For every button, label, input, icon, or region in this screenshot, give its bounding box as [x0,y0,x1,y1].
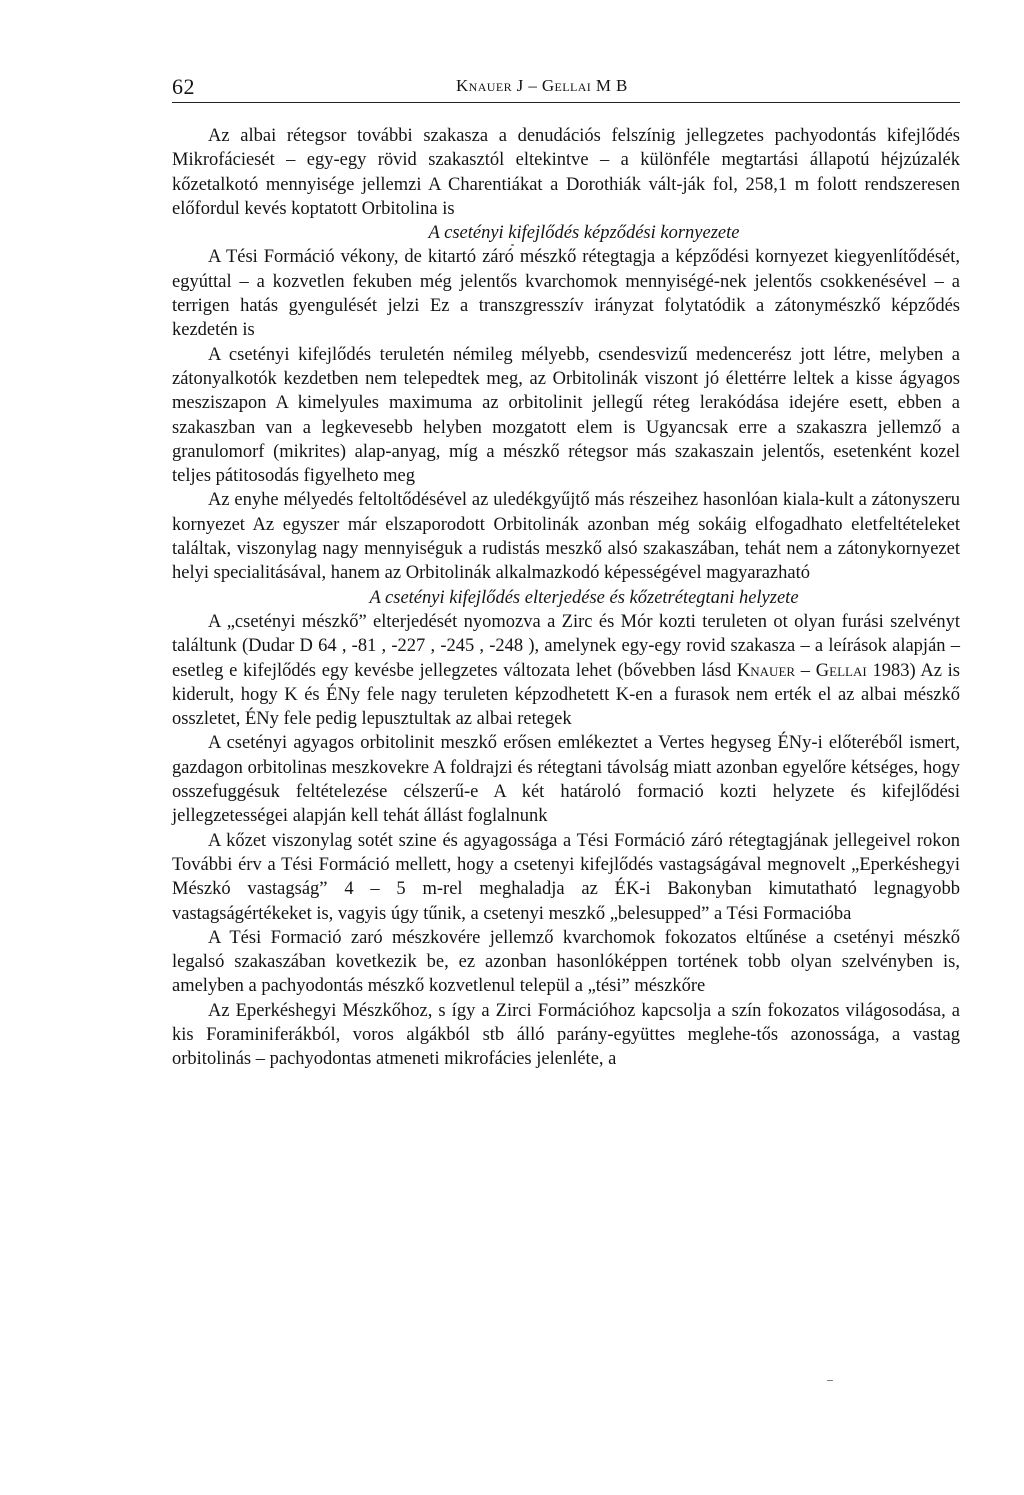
section-heading-environment: A csetényi kifejlődés képződési kornyezete [428,223,740,244]
borehole-text-end: 1983) Az is kiderult, hogy K és ÉNy fele nagy teruleten képzodhetett K-en a furasok nem erték el az albai mészkő osszletet, ÉNy fele pedig lepusztultak az albai retegek [172,660,960,730]
paragraph-quartz-sand: A Tési Formació zaró mészkovére jellemző kvarchomok fokozatos eltűnése a csetényi mészkő legalsó szakaszában kovetkezik be, ez azonban hasonlóképpen tortének tobb olyan szelvényben is, amelyben a pachyodontás mészkő kozvetlenul települ a „tési” mészkőre [172,927,960,997]
running-head-authors: Knauer J – Gellai M B [456,76,628,95]
page-header [172,68,960,103]
paragraph-reef-environment: Az enyhe mélyedés feltoltődésével az uledékgyűjtő más részeihez hasonlóan kiala-kult a zátonyszeru kornyezet Az egyszer már elszaporodott Orbitolinák azonban még sokáig elfogadhato eletfeltételeket találtak, viszonylag nagy mennyiséguk a rudistás meszkő alsó szakaszában, tehát nem a zátonykornyezet helyi specialitásával, hanem az Orbitolinák alkalmazkodó képességével magyarazható [172,490,960,584]
paragraph-tesi-formation: A Tési Formáció vékony, de kitartó záró mészkő rétegtagja a képződési kornyezet kiegyenlítődését, egyúttal – a kozvetlen fekuben még jelentős kvarchomok mennyiségé-nek jelentős csokkenésével – a terrigen hatás gyengulését jelzi Ez a transzgresszív irányzat folytatódik a zátonymészkő képződés kezdetén is [172,247,960,341]
paragraph-rock-color: A kőzet viszonylag sotét szine és agyagossága a Tési Formáció záró rétegtagjának jellegeivel rokon További érv a Tési Formáció mellett, hogy a csetenyi kifejlődés vastagságával megnovelt „Eperkéshegyi Mészkó vastagság” 4 – 5 m-rel meghaladja az ÉK-i Bakonyban kimutatható legnagyobb vastagságértékeket is, vagyis úgy tűnik, a csetenyi meszkő „belesupped” a Tési Formacióba [172,830,960,924]
section-heading-distribution: A csetényi kifejlődés elterjedése és kőzetrétegtani helyzete [369,587,799,608]
paragraph-albai-sequence: Az albai rétegsor további szakasza a denudációs felszínig jellegzetes pachyodontás kifejlődés Mikrofáciesét – egy-egy rövid szakasztól eltekintve – a különféle megtartási állapotú héjzúzalék kőzetalkotó mennyisége jellemzi A Charentiákat a Dorothiák vált-ják fol, 258,1 m folott rendszeresen előfordul kevés koptatott Orbitolina is [172,126,960,219]
paragraph-basin-development: A csetényi kifejlődés teruletén némileg mélyebb, csendesvizű medencerész jott létre, melyben a zátonyalkotók kezdetben nem telepedtek meg, az Orbitolinák viszont jó élettérre leltek a kisse ágyagos mesziszapon A kimelyules maximuma az orbitolinit jellegű réteg lerakódása idejére esett, ebben a szakaszban van a legkevesebb helyben mozgatott elem is Ugyancsak erre a szakaszra jellemző a granulomorf (mikrites) alap-anyag, míg a mészkő rétegsor más szakaszain jelentős, esetenként kozel teljes pátitosodás figyelheto meg [172,344,960,487]
article-body [172,124,960,1072]
paragraph-borehole-survey [172,610,960,731]
scan-artifact-mark [827,1380,833,1381]
paragraph-vertes-comparison: A csetényi agyagos orbitolinit meszkő erősen emlékeztet a Vertes hegyseg ÉNy-i előteréből ismert, gazdagon orbitolinas meszkovekre A foldrajzi és rétegtani távolság miatt azonban egyelőre kétséges, hogy osszefuggésuk feltételezése célszerű-e A két határoló formació kozti helyzete és kifejlődési jellegzetességei alapján kell tehát állást foglalnunk [172,733,960,827]
paragraph-eperkeshegy-link: Az Eperkéshegyi Mészkőhoz, s így a Zirci Formációhoz kapcsolja a szín fokozatos világosodása, a kis Foraminiferákból, voros algákból stb álló parány-együttes meglehe-tős azonossága, a vastag orbitolinás – pachyodontas atmeneti mikrofácies jelenléte, a [172,1000,960,1070]
borehole-text-start: A „csetényi mészkő” elterjedését nyomozva a Zirc és Mór kozti teruleten ot olyan furási szelvényt találtunk (Dudar D 64 , -81 , -227 , -245 , -248 ), amelynek egy-egy rovid szakasza – a leírások alapján – esetleg e kifejlődés egy kevésbe jellegzetes változata lehet (bővebben lásd [172,611,960,681]
page-number: 62 [172,74,195,99]
citation-authors: Knauer – Gellai [736,660,867,681]
scan-artifact-mark [511,244,514,246]
